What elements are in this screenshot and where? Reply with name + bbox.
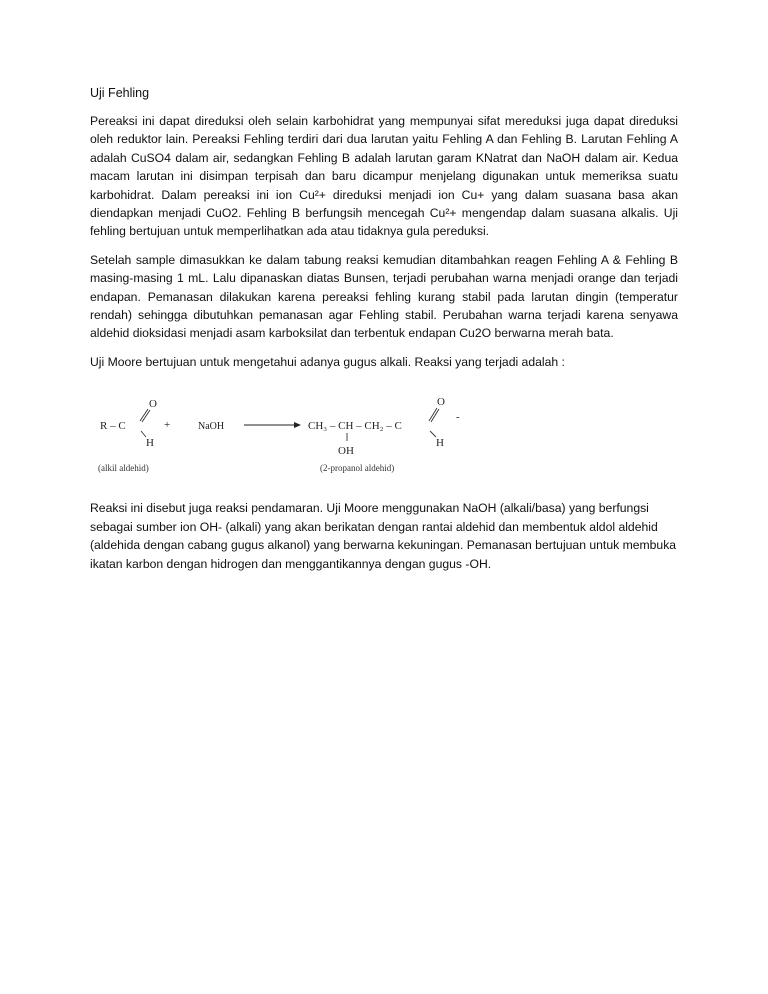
product-oxygen: O: [437, 396, 445, 409]
reagent-naoh: NaOH: [198, 421, 225, 433]
reactant-oxygen: O: [149, 398, 157, 411]
reaction-arrow-head: [294, 422, 301, 428]
paragraph-moore-explanation: Reaksi ini disebut juga reaksi pendamaran. Uji Moore menggunakan NaOH (alkali/basa) yang berfungsi sebagai sumber ion OH- (alkali) yang akan berikatan dengan rantai aldehid dan membentuk aldol aldehid (aldehida dengan cabang gugus alkanol) yang berwarna kekuningan. Pemanasan bertujuan untuk membuka ikatan karbon dengan hidrogen dan menggantikannya dengan gugus -OH.: [90, 501, 677, 571]
product-hydroxyl: OH: [338, 445, 354, 458]
document-page: [90, 86, 678, 583]
reaction-diagram: [94, 391, 474, 477]
paragraph-fehling-procedure: Setelah sample dimasukkan ke dalam tabung reaksi kemudian ditambahkan reagen Fehling A & Fehling B masing-masing 1 mL. Lalu dipanaskan diatas Bunsen, terjadi perubahan warna menjadi orange dan terjadi endapan. Pemanasan dilakukan karena pereaksi fehling kurang stabil pada larutan dingin (temperatur rendah) sehingga dibutuhkan pemanasan agar Fehling stabil. Perubahan warna terjadi karena senyawa aldehid dioksidasi menjadi asam karboksilat dan terbentuk endapan Cu2O berwarna merah bata.: [90, 252, 678, 341]
reactant-formula: R – C: [100, 420, 126, 433]
plus-sign: +: [164, 419, 171, 432]
product-hydrogen: H: [436, 437, 444, 450]
product-chain: CH₃ – CH – CH₂ – C: [308, 420, 402, 433]
document-heading: Uji Fehling: [90, 86, 150, 100]
label-reactant: (alkil aldehid): [98, 463, 149, 474]
label-product: (2-propanol aldehid): [320, 463, 395, 474]
paragraph-fehling-intro: Pereaksi ini dapat direduksi oleh selain karbohidrat yang mempunyai sifat mereduksi juga dapat direduksi oleh reduktor lain. Pereaksi Fehling terdiri dari dua larutan yaitu Fehling A dan Fehling B. Larutan Fehling A adalah CuSO4 dalam air, sedangkan Fehling B adalah larutan garam KNatrat dan NaOH dalam air. Kedua macam larutan ini disimpan terpisah dan baru dicampur menjelang digunakan untuk memeriksa suatu karbohidrat. Dalam pereaksi ini ion Cu²+ direduksi menjadi ion Cu+ yang dalam suasana basa akan diendapkan menjadi CuO2. Fehling B berfungsih mencegah Cu²+ mengendap dalam suasana alkalis. Uji fehling bertujuan untuk memperlihatkan ada atau tidaknya gula pereduksi.: [90, 114, 678, 239]
reaction-svg: [94, 391, 474, 477]
product-minus-mark: -: [456, 411, 460, 424]
reactant-hydrogen: H: [146, 437, 154, 450]
paragraph-moore-intro: Uji Moore bertujuan untuk mengetahui adanya gugus alkali. Reaksi yang terjadi adalah :: [90, 354, 565, 369]
